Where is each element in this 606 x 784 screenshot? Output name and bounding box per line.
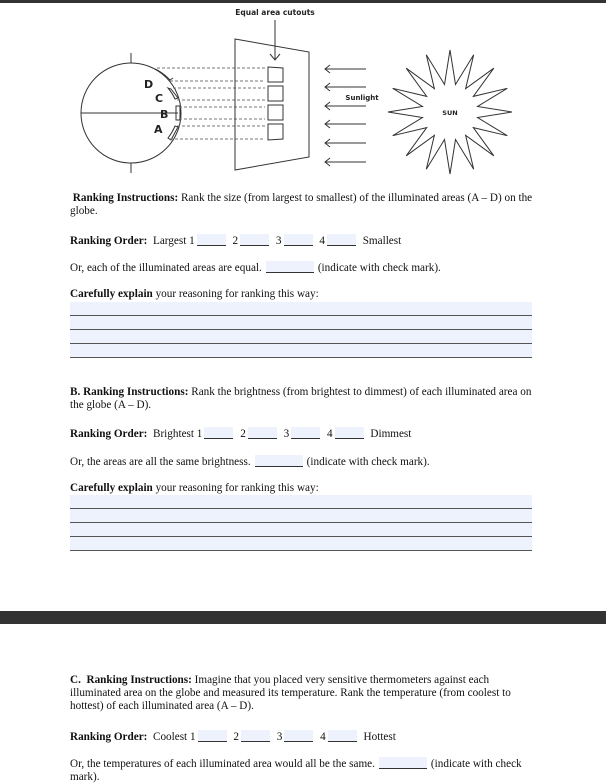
rank-end-label: Smallest <box>362 235 402 247</box>
instructions-text: Rank the size (from largest to smallest) of the illuminated areas (A – D) on the globe. <box>70 192 533 217</box>
section-c-instructions <box>70 674 540 713</box>
rank-3-label: 3 <box>276 731 283 743</box>
ranking-order-label: Ranking Order: <box>70 731 148 743</box>
rank-2-label: 2 <box>233 731 239 743</box>
globe-sunlight-diagram <box>0 0 606 185</box>
rank-4-field[interactable] <box>327 234 356 246</box>
instructions-label: Ranking Instructions: <box>72 192 179 204</box>
rank-end-label: Dimmest <box>370 428 412 440</box>
label-a: A <box>154 123 163 136</box>
rank-1-field[interactable] <box>204 427 233 439</box>
rank-1-field[interactable] <box>198 730 227 742</box>
page-separator <box>0 611 606 624</box>
section-c-equal-row <box>70 757 540 784</box>
rank-start-label: Largest 1 <box>152 235 195 247</box>
explain-bold: Carefully explain <box>70 288 153 300</box>
section-b-ranking-order <box>70 427 411 440</box>
equal-text: Or, the areas are all the same brightness. <box>70 456 251 468</box>
check-hint: (indicate with check mark). <box>306 456 430 468</box>
section-a-equal-row <box>70 261 441 274</box>
instructions-text: Rank the brightness (from brightest to dimmest) of each illuminated area on the globe (A – D). <box>70 386 532 411</box>
sunlight-arrows-icon <box>325 65 366 166</box>
explain-text: your reasoning for ranking this way: <box>152 482 319 494</box>
rank-start-label: Brightest 1 <box>152 428 203 440</box>
ranking-order-label: Ranking Order: <box>70 428 148 440</box>
section-c-ranking-order <box>70 730 396 743</box>
equal-text: Or, each of the illuminated areas are equal. <box>70 262 262 274</box>
equal-check-field[interactable] <box>379 757 427 769</box>
sun-label: SUN <box>442 109 458 117</box>
rank-4-field[interactable] <box>328 730 357 742</box>
explain-bold: Carefully explain <box>70 482 153 494</box>
cutout-panel <box>235 39 309 170</box>
section-b-equal-row <box>70 455 430 468</box>
rank-3-field[interactable] <box>284 234 313 246</box>
rank-2-field[interactable] <box>240 234 269 246</box>
rank-4-label: 4 <box>326 428 333 440</box>
section-b-explanation-field[interactable] <box>70 495 532 551</box>
ranking-order-label: Ranking Order: <box>70 235 148 247</box>
rank-3-label: 3 <box>283 428 290 440</box>
section-b-instructions <box>70 386 540 412</box>
rank-end-label: Hottest <box>363 731 396 743</box>
equal-check-field[interactable] <box>255 455 303 467</box>
label-d: D <box>144 78 154 91</box>
rank-3-label: 3 <box>275 235 282 247</box>
section-a-instructions <box>70 192 540 218</box>
rank-4-field[interactable] <box>335 427 364 439</box>
rank-2-label: 2 <box>232 235 239 247</box>
instructions-label: Ranking Instructions: <box>86 674 192 686</box>
label-c: C <box>155 92 164 105</box>
instructions-text: Imagine that you placed very sensitive thermometers against each illuminated area on the globe and measured its temperature. Rank the temperature (from coolest to hottest) of each illuminated area (A – D). <box>70 674 511 712</box>
equal-check-field[interactable] <box>266 261 314 273</box>
rank-2-field[interactable] <box>248 427 277 439</box>
section-b-explain-prompt <box>70 482 319 494</box>
rank-4-label: 4 <box>320 731 326 743</box>
projection-lines <box>157 68 265 139</box>
section-prefix: C. <box>70 674 81 686</box>
instructions-label: Ranking Instructions: <box>83 386 189 398</box>
rank-start-label: Coolest 1 <box>152 731 196 743</box>
section-a-ranking-order <box>70 234 401 247</box>
sunlight-label: Sunlight <box>345 94 379 102</box>
section-a-explain-prompt <box>70 288 319 300</box>
rank-2-field[interactable] <box>241 730 270 742</box>
label-b: B <box>160 108 169 121</box>
cutout-pointer-arrow-icon <box>270 20 280 60</box>
rank-3-field[interactable] <box>291 427 320 439</box>
explain-text: your reasoning for ranking this way: <box>152 288 319 300</box>
equal-text: Or, the temperatures of each illuminated area would all be the same. <box>70 758 375 770</box>
rank-1-field[interactable] <box>197 234 226 246</box>
rank-2-label: 2 <box>240 428 246 440</box>
check-hint: (indicate with check mark). <box>70 758 522 783</box>
section-a-explanation-field[interactable] <box>70 302 532 358</box>
diagram-title: Equal area cutouts <box>235 8 315 17</box>
rank-3-field[interactable] <box>284 730 313 742</box>
rank-4-label: 4 <box>319 235 325 247</box>
check-hint: (indicate with check mark). <box>317 262 441 274</box>
section-prefix: B. <box>70 386 81 398</box>
